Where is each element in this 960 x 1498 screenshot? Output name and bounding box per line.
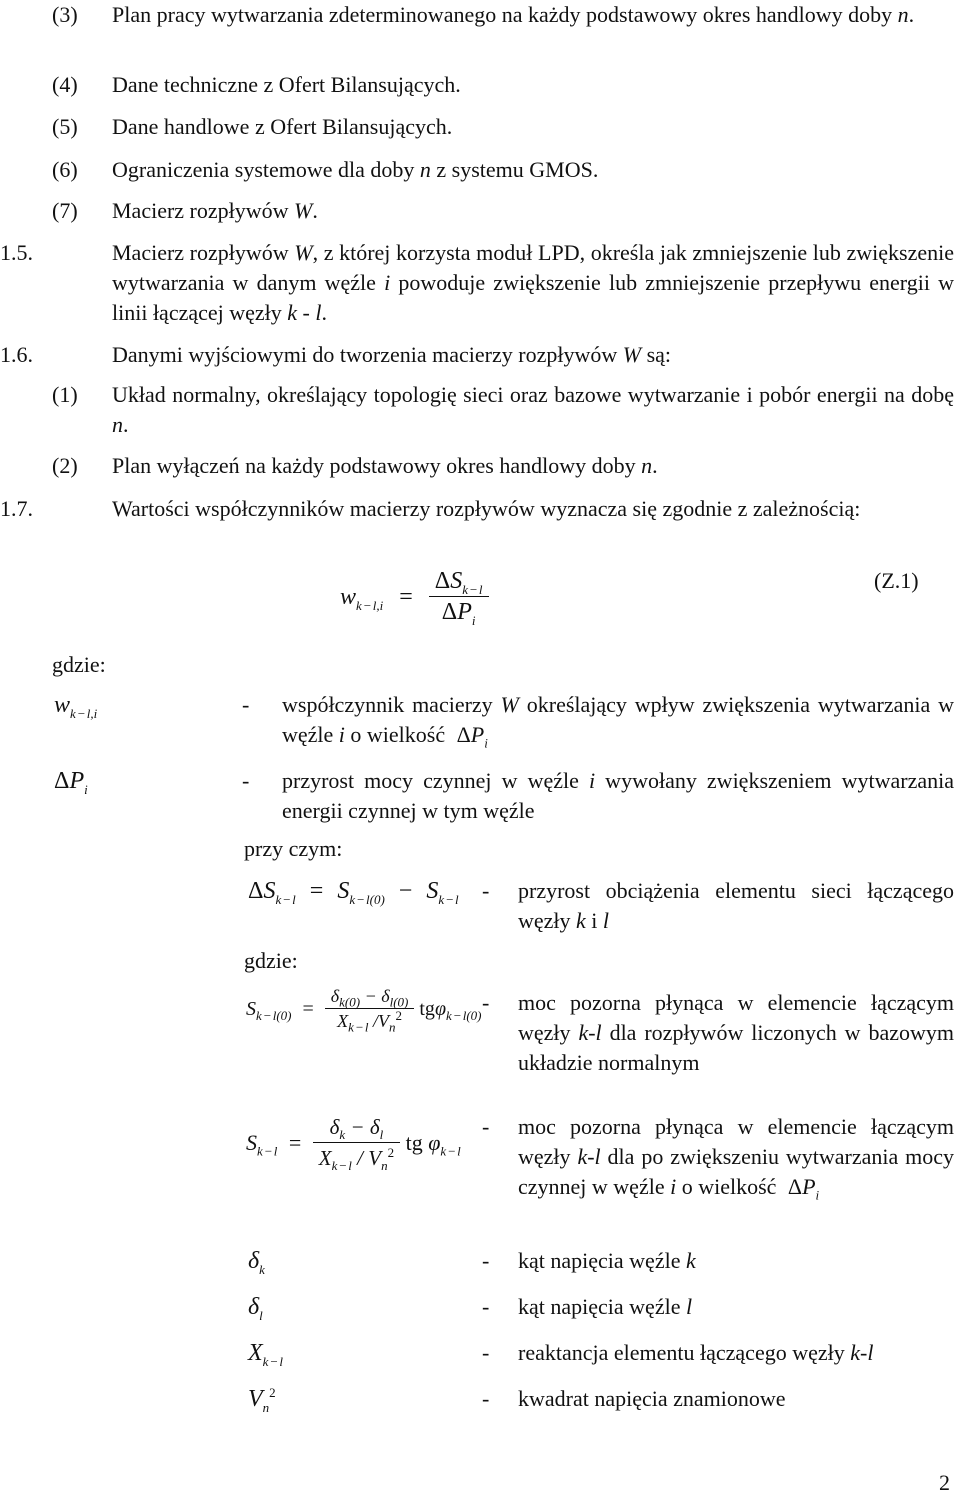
list-num: (2) — [52, 453, 78, 478]
section-number: 1.7. — [0, 496, 33, 521]
przy-czym-label: przy czym: — [244, 836, 343, 861]
page-number: 2 — [939, 1470, 950, 1495]
dash: - — [482, 878, 490, 903]
definition-text: reaktancja elementu łączącego węzły k-l — [518, 1340, 874, 1365]
symbol-v: $V_n^2$ — [248, 1385, 276, 1415]
dash: - — [482, 1386, 490, 1411]
list-item-text: Plan wyłączeń na każdy podstawowy okres handlowy doby n. — [112, 453, 658, 478]
definition-text: kąt napięcia węźle k — [518, 1248, 696, 1273]
list-num: (6) — [52, 157, 78, 182]
definition-text: moc pozorna płynąca w elemencie łączącym węzły k-l dla po zwiększeniu wytwarzania mocy czynnej w węźle i o wielkość $\Delta P_i$ — [518, 1114, 955, 1203]
equation-delta-s: $\Delta S_{k - l} = S_{k - l(0)} - S_{k - l}$ — [248, 878, 459, 907]
equation-z1: $w_{k - l,i}$ = $\frac{\Delta S_{k - l}}{\Delta P_i}$ — [340, 566, 489, 627]
list-num: (7) — [52, 198, 78, 223]
equation-label: (Z.1) — [874, 568, 919, 593]
section-1-5-text: Macierz rozpływów W, z której korzysta moduł LPD, określa jak zmniejszenie lub zwiększenie wytwarzania w danym węźle i powoduje zwiększenie lub zmniejszenie przepływu energii w linii łączącej węzły k - l. — [112, 240, 955, 325]
dash: - — [482, 1114, 490, 1139]
section-number: 1.5. — [0, 240, 33, 265]
dash: - — [482, 990, 490, 1015]
definition-text: kwadrat napięcia znamionowe — [518, 1386, 786, 1411]
symbol-x: $X_{k - l}$ — [248, 1340, 283, 1369]
symbol-delta-k: $\delta_k$ — [248, 1248, 265, 1277]
list-item-text: Dane handlowe z Ofert Bilansujących. — [112, 114, 453, 139]
symbol-w: $w_{k - l,i}$ — [54, 692, 98, 721]
dash: - — [242, 768, 250, 793]
symbol-delta-l: $\delta_l$ — [248, 1294, 263, 1323]
dash: - — [482, 1340, 490, 1365]
definition-text: przyrost obciążenia elementu sieci łączącego węzły k i l — [518, 878, 954, 933]
definition-text: współczynnik macierzy W określający wpływ zwiększenia wytwarzania w węźle i o wielkość $\Delta P_i$ — [282, 692, 955, 751]
equation-s: $S_{k - l}$ = $\frac{\delta_k - \delta_l}{X_{k - l} / V_n^2}$ tg $\varphi_{k - l}$ — [246, 1112, 461, 1173]
list-item-text: Plan pracy wytwarzania zdeterminowanego na każdy podstawowy okres handlowy doby n. — [112, 2, 915, 27]
list-num: (3) — [52, 2, 78, 27]
list-item-text: Dane techniczne z Ofert Bilansujących. — [112, 72, 461, 97]
list-item-text: Ograniczenia systemowe dla doby n z systemu GMOS. — [112, 157, 599, 182]
dash: - — [482, 1248, 490, 1273]
list-num: (4) — [52, 72, 78, 97]
where-label: gdzie: — [52, 652, 106, 677]
list-item-text: Układ normalny, określający topologię sieci oraz bazowe wytwarzanie i pobór energii na dobę n. — [112, 382, 954, 437]
definition-text: przyrost mocy czynnej w węźle i wywołany zwiększeniem wytwarzania energii czynnej w tym węźle — [282, 768, 954, 823]
section-1-6-text: Danymi wyjściowymi do tworzenia macierzy rozpływów W są: — [112, 342, 672, 367]
symbol-delta-p: $\Delta P_i$ — [54, 768, 88, 797]
where-label-2: gdzie: — [244, 948, 298, 973]
section-1-7-text: Wartości współczynników macierzy rozpływów wyznacza się zgodnie z zależnością: — [112, 496, 861, 521]
dash: - — [482, 1294, 490, 1319]
section-number: 1.6. — [0, 342, 33, 367]
definition-text: moc pozorna płynąca w elemencie łączącym węzły k-l dla rozpływów liczonych w bazowym układzie normalnym — [518, 990, 955, 1075]
list-num: (5) — [52, 114, 78, 139]
dash: - — [242, 692, 250, 717]
list-item-text: Macierz rozpływów W. — [112, 198, 318, 223]
equation-s0: $S_{k - l(0)}$ = $\frac{\delta_{k(0)} - \delta_{l(0)}}{X_{k - l} /V_n^2}$ tgφ$_{k - l(0)}$ — [246, 986, 482, 1035]
definition-text: kąt napięcia węźle l — [518, 1294, 693, 1319]
list-num: (1) — [52, 382, 78, 407]
